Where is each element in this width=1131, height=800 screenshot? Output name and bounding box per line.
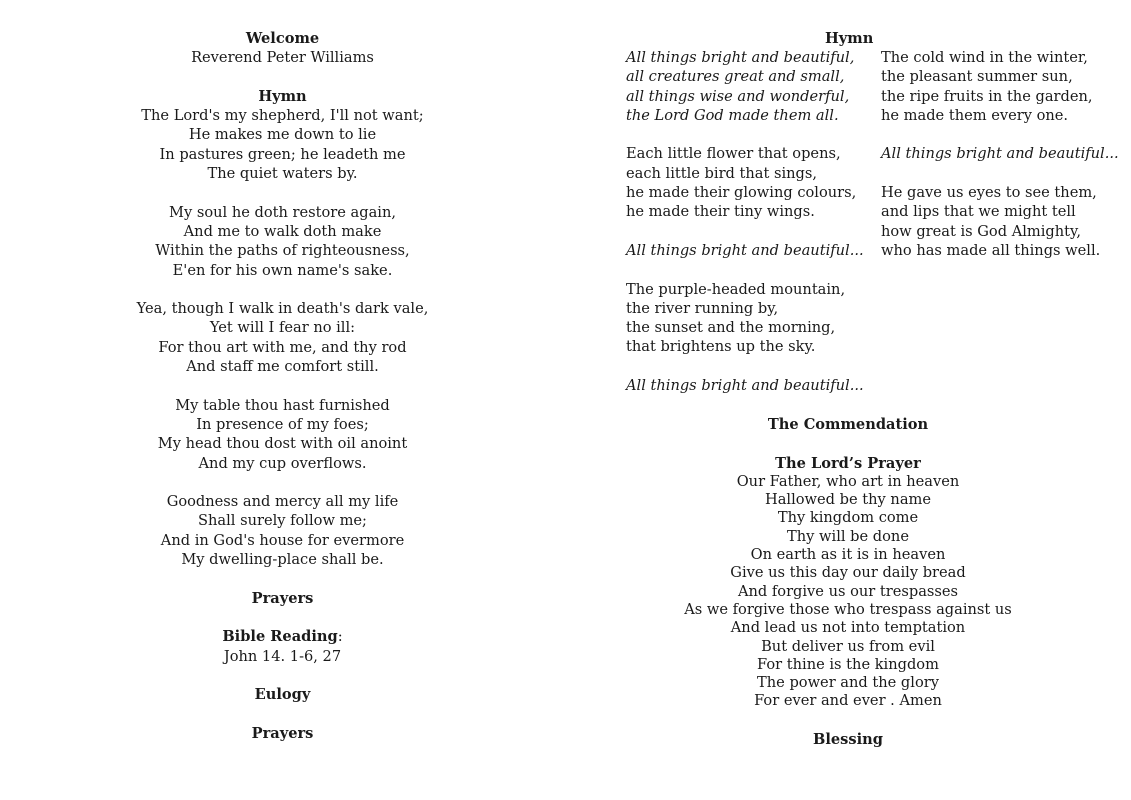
text-line: The power and the glory: [757, 674, 939, 692]
psalm-stanza: [0, 492, 565, 569]
text-line: All things bright and beautiful,: [626, 49, 855, 66]
hymn-heading-right: Hymn: [825, 30, 874, 47]
text-line: My head thou dost with oil anoint: [157, 435, 408, 453]
prayers-heading: Prayers: [251, 589, 314, 607]
text-line: Thy will be done: [787, 527, 909, 545]
text-line: As we forgive those who trespass against us: [684, 600, 1012, 618]
text-line: And staff me comfort still.: [186, 358, 379, 376]
text-line: For thou art with me, and thy rod: [158, 338, 407, 356]
text-line: Within the paths of righteousness,: [155, 242, 410, 260]
text-line: he made their tiny wings.: [626, 203, 815, 221]
text-line: the pleasant summer sun,: [881, 68, 1073, 86]
hymn-verse-1: [626, 144, 864, 221]
psalm-stanza: [0, 396, 565, 473]
hymn-heading: Hymn: [258, 87, 307, 105]
psalm-stanza: [0, 299, 565, 376]
hymn-refrain-2: All things bright and beautiful...: [626, 377, 864, 395]
text-line: For ever and ever . Amen: [754, 692, 942, 710]
text-line: For thine is the kingdom: [757, 655, 939, 673]
hymn-refrain-3: All things bright and beautiful...: [881, 145, 1119, 163]
text-line: each little bird that sings,: [626, 164, 818, 182]
hymn-verse-3: [881, 48, 1119, 125]
officiant-name: Reverend Peter Williams: [191, 49, 374, 67]
text-line: He gave us eyes to see them,: [881, 184, 1097, 202]
bible-reading-reference: John 14. 1-6, 27: [223, 647, 342, 665]
text-line: Give us this day our daily bread: [730, 564, 966, 582]
psalm-text: [0, 106, 565, 588]
hymn-column-2: [881, 48, 1119, 260]
lords-prayer-heading: The Lord’s Prayer: [775, 454, 921, 472]
text-line: In presence of my foes;: [196, 415, 369, 433]
left-column: [0, 29, 565, 743]
text-line: The Lord's my shepherd, I'll not want;: [141, 107, 424, 125]
bible-reading-heading: [0, 627, 565, 646]
psalm-stanza: [0, 106, 565, 183]
text-line: My soul he doth restore again,: [169, 203, 396, 221]
hymn-column-1: [626, 48, 864, 395]
prayers-heading-final: Prayers: [251, 724, 314, 742]
text-line: Yea, though I walk in death's dark vale,: [136, 300, 429, 318]
welcome-heading: Welcome: [245, 30, 320, 47]
lords-prayer-text: [565, 473, 1131, 711]
text-line: and lips that we might tell: [881, 203, 1076, 221]
hymn-verse-4: [881, 183, 1119, 260]
text-line: My table thou hast furnished: [175, 396, 390, 414]
right-page: [565, 0, 1131, 800]
bible-reading-label: Bible Reading: [222, 628, 338, 646]
text-line: Goodness and mercy all my life: [166, 493, 399, 511]
text-line: Hallowed be thy name: [765, 491, 931, 509]
right-lower-section: [565, 415, 1131, 749]
text-line: the Lord God made them all.: [626, 106, 839, 124]
text-line: Shall surely follow me;: [198, 512, 367, 530]
text-line: how great is God Almighty,: [881, 222, 1081, 240]
text-line: My dwelling-place shall be.: [181, 551, 384, 569]
text-line: that brightens up the sky.: [626, 338, 816, 356]
eulogy-heading: Eulogy: [254, 686, 311, 704]
text-line: Our Father, who art in heaven: [736, 472, 960, 490]
text-line: who has made all things well.: [881, 241, 1101, 259]
text-line: Each little flower that opens,: [626, 145, 841, 163]
text-line: Yet will I fear no ill:: [209, 319, 356, 337]
bible-reading-colon: :: [337, 628, 343, 646]
hymn-chorus: [626, 48, 864, 125]
text-line: The cold wind in the winter,: [881, 49, 1088, 66]
text-line: On earth as it is in heaven: [750, 546, 946, 564]
text-line: the sunset and the morning,: [626, 319, 836, 337]
text-line: all creatures great and small,: [626, 68, 845, 86]
hymn-verse-2: [626, 280, 864, 357]
commendation-heading: The Commendation: [767, 416, 929, 433]
text-line: And me to walk doth make: [183, 222, 382, 240]
text-line: the river running by,: [626, 299, 779, 317]
text-line: And my cup overflows.: [198, 454, 367, 472]
psalm-stanza: [0, 203, 565, 280]
text-line: Thy kingdom come: [777, 509, 919, 527]
text-line: the ripe fruits in the garden,: [881, 87, 1093, 105]
text-line: The quiet waters by.: [207, 165, 358, 183]
text-line: In pastures green; he leadeth me: [159, 145, 406, 163]
blessing-heading: Blessing: [813, 731, 883, 749]
text-line: he made them every one.: [881, 106, 1069, 124]
text-line: E'en for his own name's sake.: [172, 261, 393, 279]
text-line: And lead us not into temptation: [730, 619, 966, 637]
text-line: And forgive us our trespasses: [737, 582, 959, 600]
text-line: He makes me down to lie: [188, 126, 377, 144]
hymn-refrain-1: All things bright and beautiful...: [626, 241, 864, 259]
text-line: And in God's house for evermore: [160, 531, 405, 549]
text-line: he made their glowing colours,: [626, 184, 857, 202]
text-line: The purple-headed mountain,: [626, 280, 846, 298]
text-line: But deliver us from evil: [761, 637, 935, 655]
text-line: all things wise and wonderful,: [626, 87, 850, 105]
left-page: [0, 0, 565, 800]
